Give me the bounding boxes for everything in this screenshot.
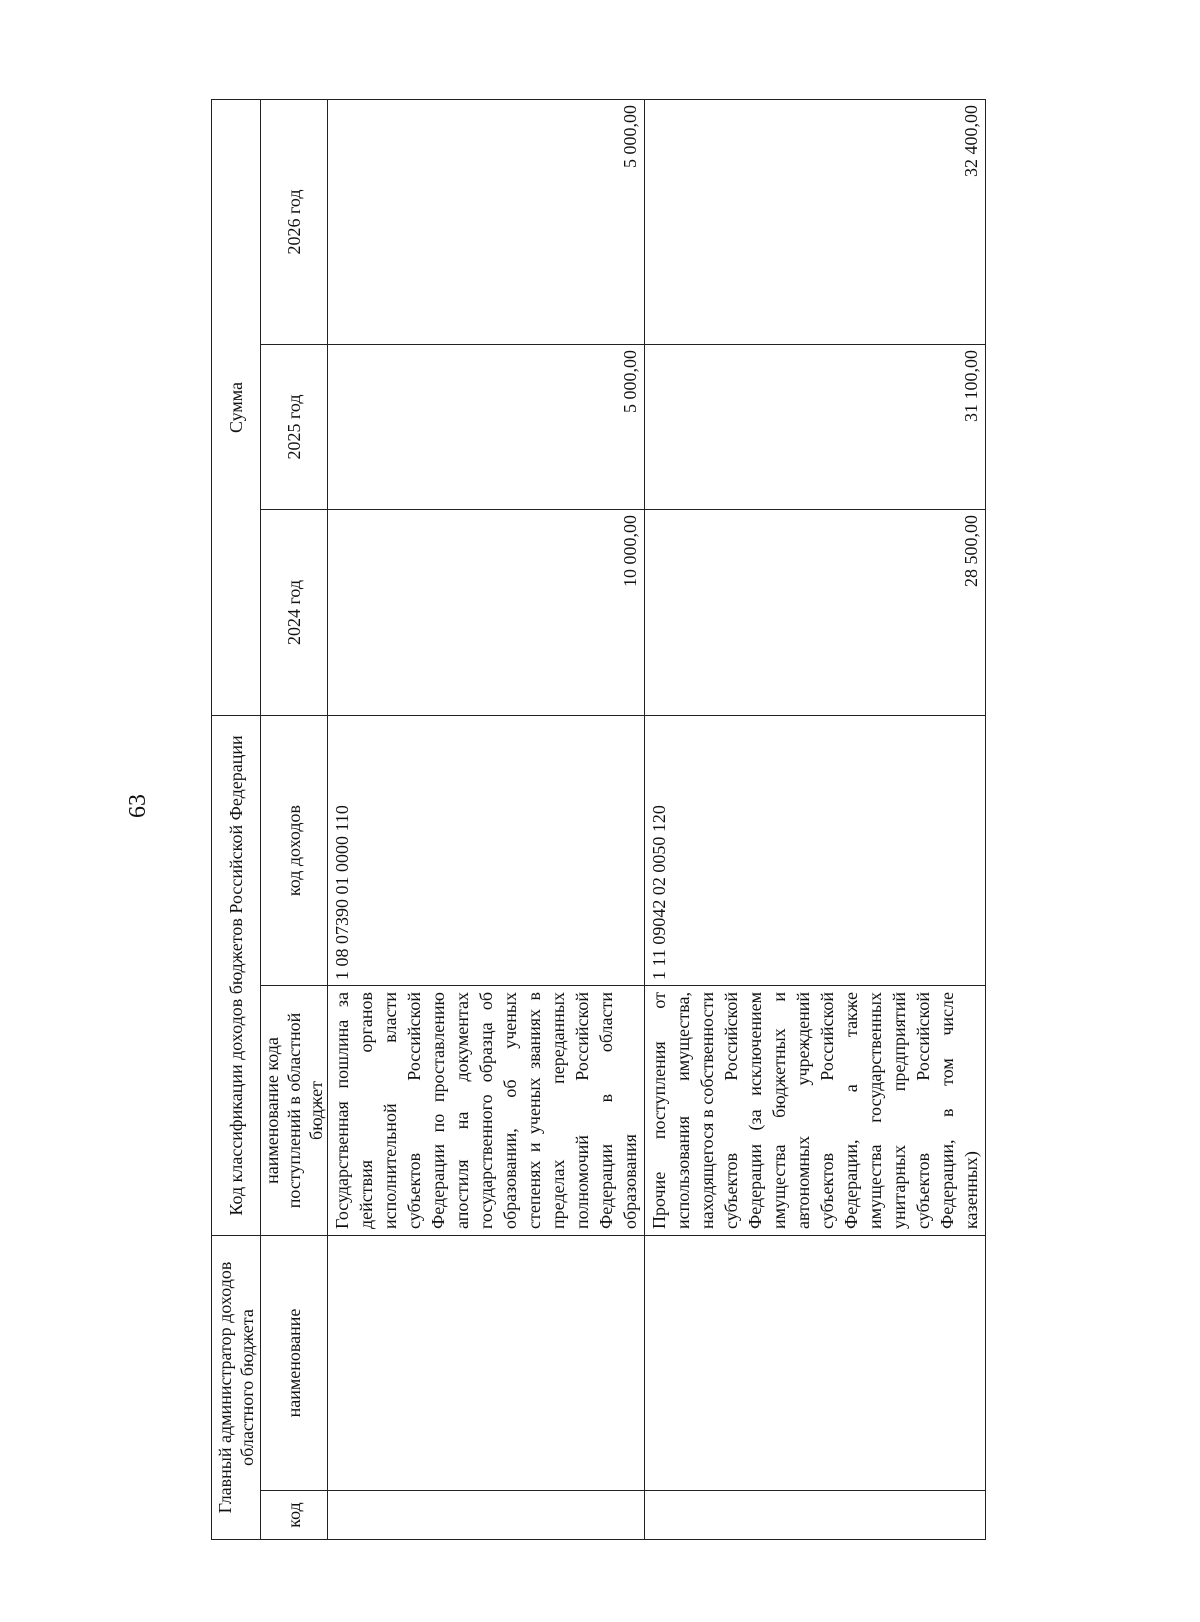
header-admin-group: Главный администратор доходов областного бюджета bbox=[212, 1236, 261, 1540]
cell-sum-2026: 32 400,00 bbox=[645, 100, 986, 345]
header-admin-name: наименование bbox=[261, 1236, 328, 1491]
rotated-table-container bbox=[211, 100, 981, 1540]
cell-sum-2025: 31 100,00 bbox=[645, 345, 986, 510]
table-row bbox=[328, 100, 645, 1540]
header-row-groups bbox=[212, 100, 261, 1540]
header-admin-code: код bbox=[261, 1491, 328, 1540]
cell-admin-code bbox=[645, 1491, 986, 1540]
header-income-name: наименование кода поступлений в областной бюджет bbox=[261, 986, 328, 1236]
table-row bbox=[645, 100, 986, 1540]
income-classification-table bbox=[211, 99, 986, 1540]
cell-income-code: 1 11 09042 02 0050 120 bbox=[645, 716, 986, 986]
cell-sum-2024: 28 500,00 bbox=[645, 510, 986, 716]
header-year-2025: 2025 год bbox=[261, 345, 328, 510]
header-sum-group: Сумма bbox=[212, 100, 261, 716]
cell-sum-2024: 10 000,00 bbox=[328, 510, 645, 716]
cell-sum-2025: 5 000,00 bbox=[328, 345, 645, 510]
header-classification-group: Код классификации доходов бюджетов Российской Федерации bbox=[212, 716, 261, 1236]
header-income-code: код доходов bbox=[261, 716, 328, 986]
cell-sum-2026: 5 000,00 bbox=[328, 100, 645, 345]
cell-income-name: Государственная пошлина за действия органов исполнительной власти субъектов Российской Федерации по проставлению апостиля на документах государственного образца об образовании, об ученых степенях и ученых званиях в пределах переданных полномочий Российской Федерации в области образования bbox=[328, 986, 645, 1236]
page-number: 63 bbox=[124, 794, 151, 818]
cell-income-code: 1 08 07390 01 0000 110 bbox=[328, 716, 645, 986]
cell-admin-code bbox=[328, 1491, 645, 1540]
cell-admin-name bbox=[328, 1236, 645, 1491]
header-row-columns bbox=[261, 100, 328, 1540]
cell-income-name: Прочие поступления от использования имущества, находящегося в собственности субъектов Российской Федерации (за исключением имущества бюджетных и автономных учреждений субъектов Российской Федерации, а также имущества государственных унитарных предприятий субъектов Российской Федерации, в том числе казенных) bbox=[645, 986, 986, 1236]
header-year-2024: 2024 год bbox=[261, 510, 328, 716]
cell-admin-name bbox=[645, 1236, 986, 1491]
header-year-2026: 2026 год bbox=[261, 100, 328, 345]
